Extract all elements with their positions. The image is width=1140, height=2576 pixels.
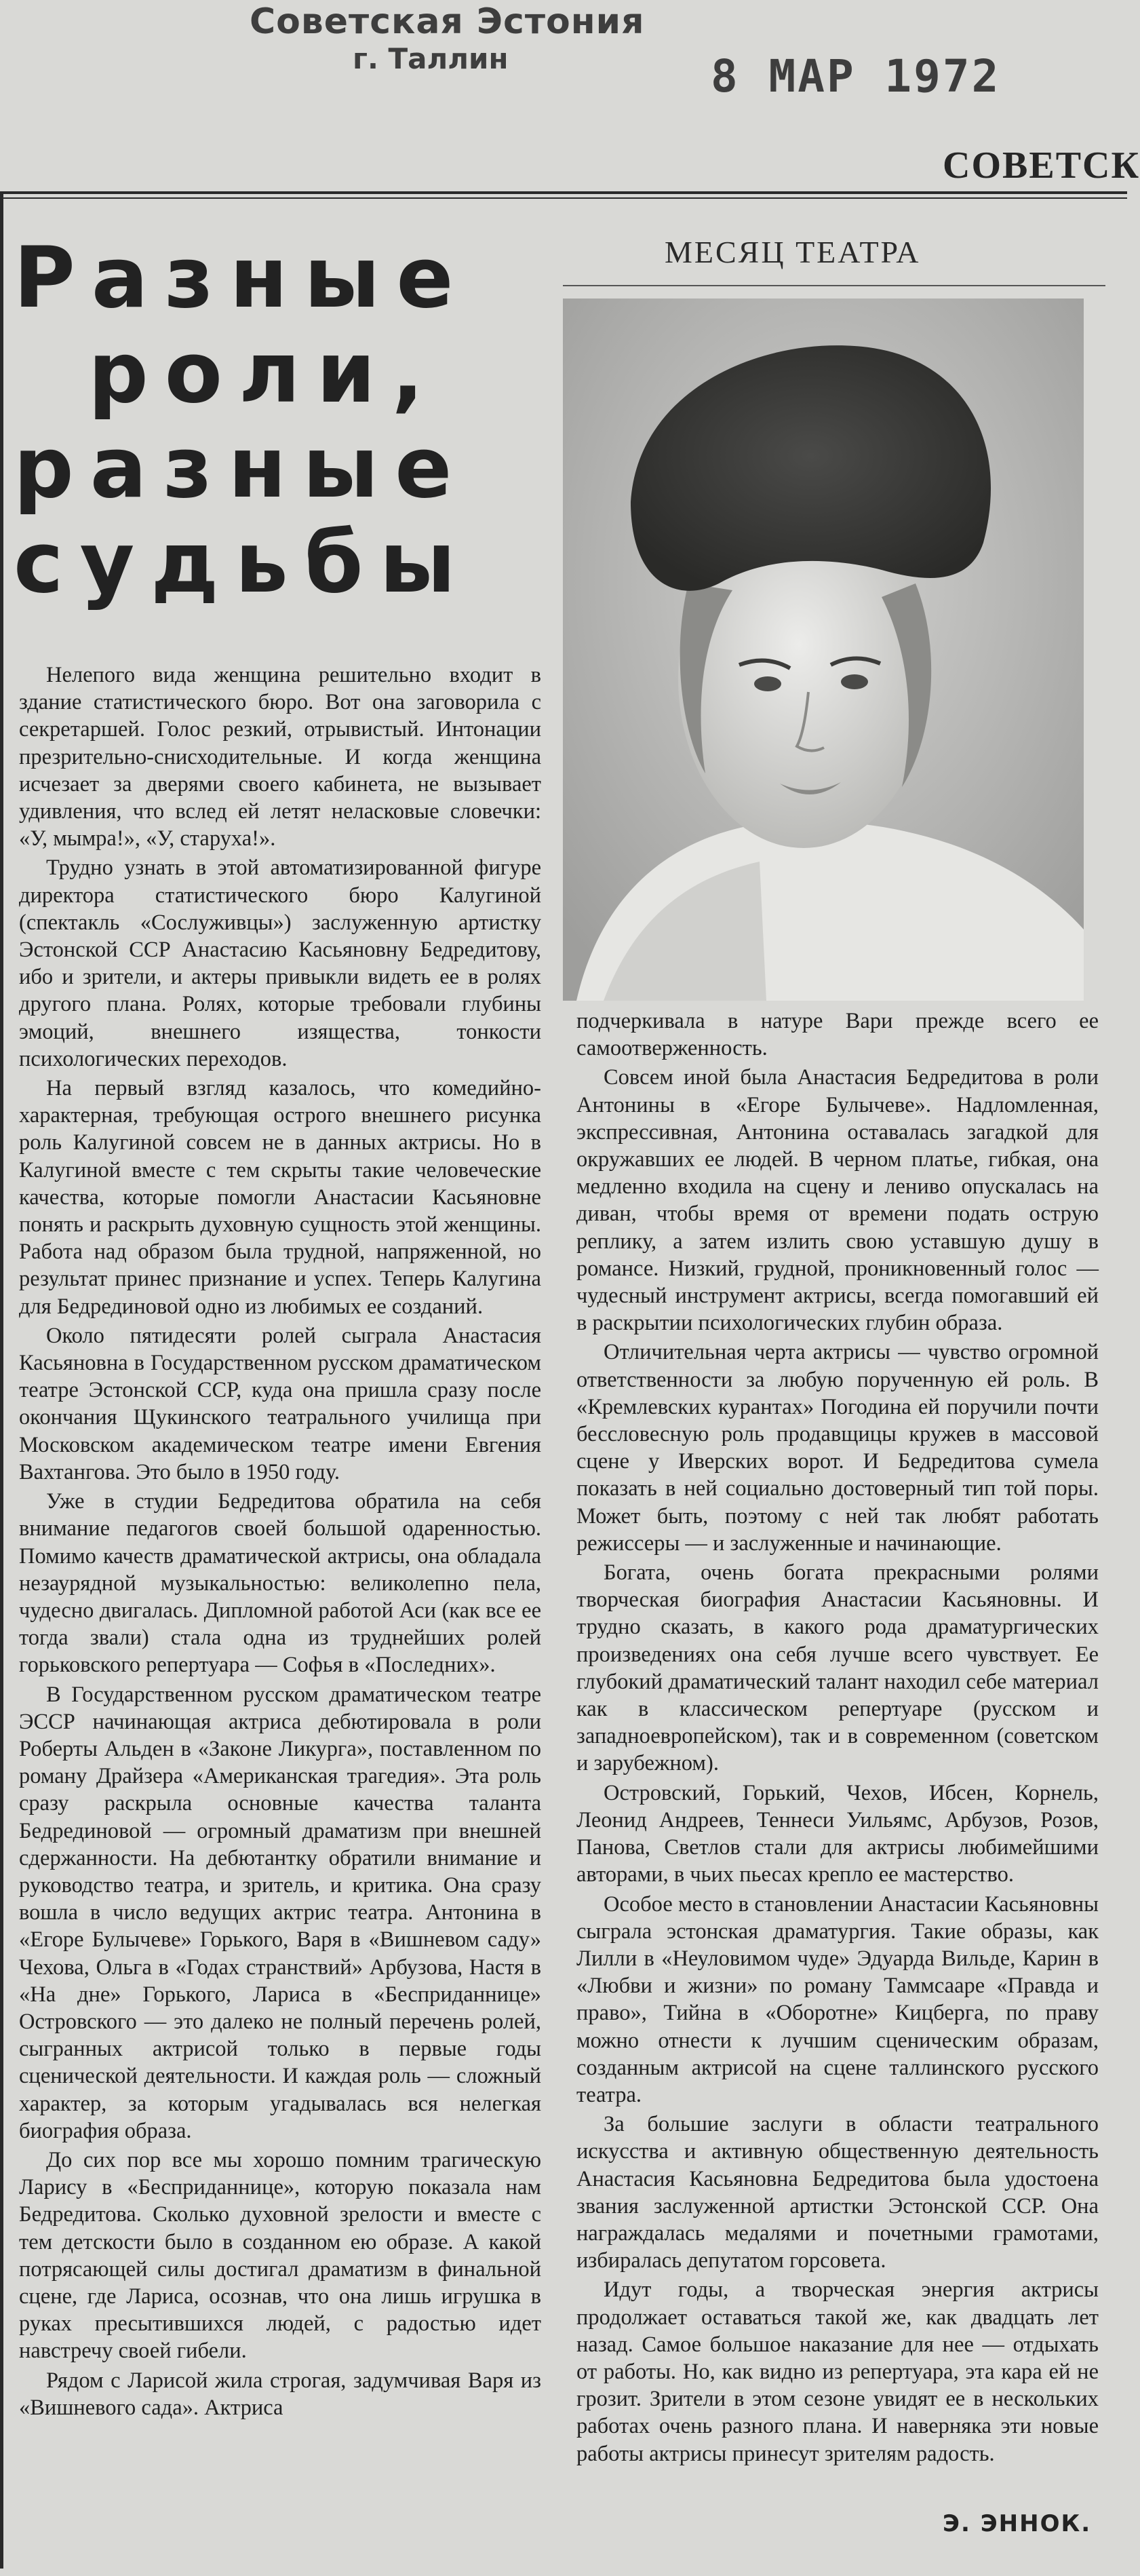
headline-line: Разные — [14, 229, 470, 327]
headline-line: роли, — [88, 324, 440, 422]
masthead-fragment: СОВЕТСК — [943, 145, 1140, 187]
paragraph: Около пятидесяти ролей сыграла Анастасия Касьяновна в Государственном русском драматическом театре Эстонской ССР, куда она пришла сразу после окончания Щукинского театрального училища при Московском академическом театре имени Евгения Вахтангова. Это было в 1950 году. — [19, 1323, 541, 1484]
paragraph: На первый взгляд казалось, что комедийно-характерная, требующая острого внешнего рисунка роль Калугиной совсем не в данных актрисы. Но в Калугиной вместе с тем скрыты такие человеческие качества, которые помогли Анастасии Касьяновне понять и раскрыть духовную сущность этой женщины. Работа над образом была трудной, напряженной, но результат принес признание и успех. Теперь Калугина для Бедрединовой одно из любимых ее созданий. — [19, 1076, 541, 1319]
actress-portrait-photo — [563, 299, 1084, 1001]
paragraph: Особое место в становлении Анастасии Касьяновны сыграла эстонская драматургия. Такие образы, как Лилли в «Неуловимом чуде» Эдуарда Вильде, Карин в «Любви и жизни» по роману Таммсааре «Правда и право», Тийна в «Оборотне» Кицберга, по праву можно отнести к лучшим сценическим образам, созданным актрисой на сцене таллинского русского театра. — [576, 1891, 1099, 2107]
top-rule-thin — [0, 197, 1127, 199]
paragraph: Совсем иной была Анастасия Бедредитова в роли Антонины в «Егоре Булычеве». Надломленная, экспрессивная, Антонина оставалась загадкой для окружавших ее людей. В черном платье, гибкая, она медленно входила на сцену и лениво опускалась на диван, чтобы время от времени подать острую реплику, а затем излить свою уставшую душу в романсе. Низкий, грудной, проникновенный голос — чудесный инструмент актрисы, всегда помогавший ей в раскрытии психологических глубин образа. — [576, 1065, 1099, 1336]
article-column-left — [19, 661, 541, 2569]
portrait-image — [563, 299, 1084, 1001]
article-column-right — [576, 1007, 1099, 2466]
city-stamp: г. Таллин — [353, 42, 509, 75]
paragraph: Отличительная черта актрисы — чувство огромной ответственности за любую порученную ей роль. В «Кремлевских курантах» Погодина ей поручили почти бессловесную роль продавщицы кружев в массовой сцене у Иверских ворот. И Бедредитова сумела показать в ней социально достоверный тип той поры. Может быть, поэтому с ней так любят работать режиссеры — и заслуженные и начинающие. — [576, 1340, 1099, 1556]
source-stamp: Советская Эстония — [250, 1, 645, 42]
paragraph: Островский, Горький, Чехов, Ибсен, Корнель, Леонид Андреев, Теннеси Уильямс, Арбузов, Розов, Панова, Светлов стали для актрисы любимейшими авторами, в чьих пьесах крепло ее мастерство. — [576, 1780, 1099, 1887]
headline-line: разные — [14, 419, 469, 517]
headline — [14, 231, 515, 611]
date-stamp: 8 МАР 1972 — [711, 50, 1001, 102]
left-rule — [0, 194, 3, 2569]
headline-line: судьбы — [14, 514, 472, 612]
paragraph: Уже в студии Бедредитова обратила на себя внимание педагогов своей большой одаренностью. Помимо качеств драматической актрисы, она обладала незаурядной музыкальностью: великолепно пела, чудесно двигалась. Дипломной работой Аси (как все ее тогда звали) стала одна из труднейших ролей горьковского репертуара — Софья в «Последних». — [19, 1489, 541, 1678]
paragraph: Нелепого вида женщина решительно входит в здание статистического бюро. Вот она заговорила с секретаршей. Голос резкий, отрывистый. Интонации презрительно-снисходительные. И когда женщина исчезает за дверями своего кабинета, не вызывает удивления, что вслед ей летят нелаcковые словечки: «У, мымра!», «У, старуха!». — [19, 663, 541, 851]
paragraph: В Государственном русском драматическом театре ЭССР начинающая актриса дебютировала в роли Роберты Альден в «Законе Ликурга», поставленном по роману Драйзера «Американская трагедия». Эта роль сразу раскрыла основные качества таланта Бедрединовой — огромный драматизм при внешней сдержанности. На дебютантку обратили внимание и руководство театра, и зритель, и критика. Она сразу вошла в число ведущих актрис театра. Антонина в «Егоре Булычеве» Горького, Варя в «Вишневом саду» Чехова, Ольга в «Годах странствий» Арбузова, Настя в «На дне» Горького, Лариса в «Бесприданнице» Островского — это далеко не полный перечень ролей, сыгранных актрисой только в первые годы сценической деятельности. И каждая роль — сложный характер, за которым угадывалась вся нелегкая биография образа. — [19, 1682, 541, 2143]
author-byline: Э. ЭННОК. — [943, 2510, 1092, 2537]
rubric-underline — [563, 285, 1105, 286]
rubric: МЕСЯЦ ТЕАТРА — [665, 235, 921, 269]
paragraph: Рядом с Ларисой жила строгая, задумчивая Варя из «Вишневого сада». Актриса — [19, 2368, 541, 2420]
top-rule — [0, 191, 1127, 194]
paragraph: Богата, очень богата прекрасными ролями творческая биография Анастасии Касьяновны. И трудно сказать, в какого рода драматургических произведениях она себя лучше всего чувствует. Ее глубокий драматический талант находил себе материал как в классическом репертуаре (русском и западноевропейском), так и в современном (советском и зарубежном). — [576, 1560, 1099, 1776]
paragraph: подчеркивала в натуре Вари прежде всего ее самоотверженность. — [576, 1009, 1099, 1061]
paragraph: Трудно узнать в этой автоматизированной фигуре директора статистического бюро Калугиной (спектакль «Сослуживцы») заслуженную артистку Эстонской ССР Анастасию Касьяновну Бедредитову, ибо и зрители, и актеры привыкли видеть ее в ролях другого плана. Ролях, которые требовали глубины эмоций, внешнего изящества, тонкости психологических переходов. — [19, 856, 541, 1071]
paragraph: За большие заслуги в области театрального искусства и активную общественную деятельность Анастасия Касьяновна Бедредитова была удостоена звания заслуженной артистки Эстонской ССР. Она награждалась медалями и почетными грамотами, избиралась депутатом горсовета. — [576, 2112, 1099, 2273]
paragraph: До сих пор все мы хорошо помним трагическую Ларису в «Бесприданнице», которую показала нам Бедредитова. Сколько духовной зрелости и вместе с тем детскости было в созданном ею образе. А какой потрясающей силы достигал драматизм в финальной сцене, где Лариса, осознав, что она лишь игрушка в руках пресытившихся людей, с радостью идет навстречу своей гибели. — [19, 2147, 541, 2364]
paragraph: Идут годы, а творческая энергия актрисы продолжает оставаться такой же, как двадцать лет назад. Самое большое наказание для нее — отдыхать от работы. Но, как видно из репертуара, эта кара ей не грозит. Зрители в этом сезоне увидят ее в нескольких работах очень разного плана. И наверняка эти новые работы актрисы принесут зрителям радость. — [576, 2277, 1099, 2466]
